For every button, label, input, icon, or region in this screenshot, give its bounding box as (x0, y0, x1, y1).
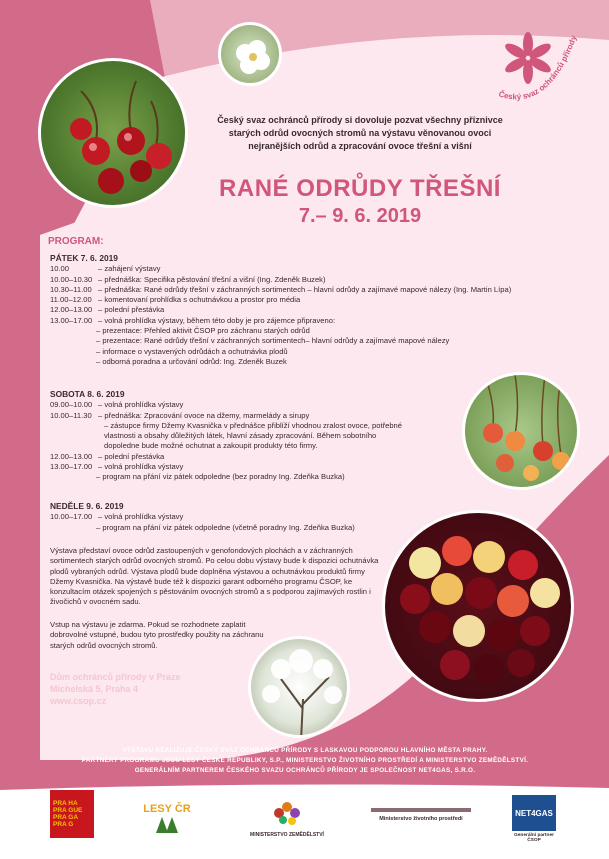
csop-logo (488, 18, 588, 118)
flower-logo-icon (488, 18, 588, 118)
partner-logos (0, 780, 609, 859)
intro-text: Český svaz ochránců přírody si dovoluje pozvat všechny příznivce starých odrůd ovocných stromů na výstavu věnovanou ovoci nejranějších odrůd a zpracování ovoce třešní a višní (217, 115, 503, 151)
svg-text:Český svaz ochránců přírody: Český svaz ochránců přírody (497, 34, 579, 102)
leaf-tree-icon (270, 798, 304, 832)
schedule-row: 13.00–17.00 – volná prohlídka výstavy (50, 462, 184, 472)
schedule-row: 10.00–17.00 – volná prohlídka výstavy (50, 512, 184, 522)
sub-item: – odborná poradna a určování odrůd: Ing. Zdeněk Buzek (96, 356, 287, 366)
website-link[interactable]: www.csop.cz (50, 696, 107, 706)
venue-address (50, 671, 181, 707)
venue-street: Michelská 5, Praha 4 (50, 684, 139, 694)
schedule-row: 12.00–13.00 – polední přestávka (50, 305, 165, 315)
schedule-row: 10.00–10.30 – přednáška: Specifika pěstování třešní a višní (Ing. Zdeněk Buzek) (50, 274, 326, 284)
page-title: RANÉ ODRŮDY TŘEŠNÍ (219, 175, 501, 202)
lesy-cr-logo: LESY ČR (140, 796, 194, 840)
net4gas-logo: NET4GAS Generální partner ČSOP (510, 788, 558, 850)
cherries-photo-large (382, 510, 574, 702)
schedule-row: 11.00–12.00 – komentovaní prohlídka s ochutnávkou a prostor pro média (50, 295, 301, 305)
schedule-row: 12.00–13.00 – polední přestávka (50, 451, 165, 461)
cherries-photo-hanging (462, 372, 580, 490)
tree-icon (152, 815, 182, 833)
sub-paragraph: – zástupce firmy Džemy Kvasnička v přednášce přiblíží vhodnou zralost ovoce, potřebné vlastnosti a obsahy důležitých látek, hlavní zásady zpracování. Během sobotního dopoledne bude možné ochutnat a zakoupit produkty této firmy. (104, 420, 402, 451)
friday-block (50, 253, 511, 367)
description-text: Výstava představí ovoce odrůd zastoupených v genofondových plochách a v záchranných sortimentech starých odrůd ovocných stromů. Po celou dobu výstavy bude k dispozici ochutnávka plodů vybraných odrůd. Výstava plodů bude doplněna výstavou a ochutnávkou produktů firmy Džemy Kvasnička. Na výstavě bude též k dispozici garant odborného programu ČSOP, ke konzultacím otázek spojených s pěstováním ovocných stromů a s podporou zajímavých rostlin i živočichů v ovocném sadu. (50, 546, 379, 607)
event-date: 7.– 9. 6. 2019 (298, 205, 422, 227)
mzp-logo: Ministerstvo životního prostředí (366, 800, 476, 830)
sub-item: – informace o vystavených odrůdách a ochutnávka plodů (96, 346, 288, 356)
saturday-block (50, 389, 404, 483)
sub-item: – prezentace: Rané odrůdy třešní v záchranných sortimentech– hlavní odrůdy a zajímavé mapové nálezy (96, 336, 450, 346)
day-title: NEDĚLE 9. 6. 2019 (50, 501, 124, 511)
mze-logo: MINISTERSTVO ZEMĚDĚLSTVÍ (232, 790, 342, 846)
schedule-row: 10.00–11.30 – přednáška: Zpracování ovoce na džemy, marmelády a sirupy (50, 410, 310, 420)
sub-item: – program na přání viz pátek odpoledne (bez poradny Ing. Zdeňka Buzka) (96, 472, 345, 482)
schedule-row: 09.00–10.00 – volná prohlídka výstavy (50, 400, 184, 410)
blossom-tree-photo (248, 636, 350, 738)
day-title: SOBOTA 8. 6. 2019 (50, 389, 125, 399)
schedule-row: 13.00–17.00 – volná prohlídka výstavy, během této doby je pro zájemce připraveno: (50, 315, 336, 325)
praha-logo: PRA HA PRA GUE PRA GA PRA G (50, 790, 94, 838)
schedule-row: 10.30–11.00 – přednáška: Rané odrůdy třešní v záchranných sortimentech – hlavní odrůdy a zajímavé mapové nálezy (Ing. Martin Lípa) (50, 284, 512, 294)
footer-credits: VÝSTAVU REALIZUJE ČESKÝ SVAZ OCHRÁNCŮ PŘÍRODY S LASKAVOU PODPOROU HLAVNÍHO MĚSTA PRAHY. PARTNERY PROGRAMU JSOU LESY ČESKÉ REPUBLIKY, S.P., MINISTERSTVO ŽIVOTNÍHO PROSTŘEDÍ A MINISTERSTVO ZEMĚDĚLSTVÍ. GENERÁLNÍM PARTNEREM ČESKÉHO SVAZU OCHRÁNCŮ PŘÍRODY JE SPOLEČNOST NET4GAS, S.R.O. (81, 747, 529, 774)
sub-item: – prezentace: Přehled aktivit ČSOP pro záchranu starých odrůd (96, 326, 310, 336)
schedule-row: 10.00 – zahájení výstavy (50, 264, 161, 274)
blossom-photo (218, 22, 282, 86)
venue-name: Dům ochránců přírody v Praze (50, 672, 181, 682)
program-heading: PROGRAM: (48, 236, 104, 247)
sub-item: – program na přání viz pátek odpoledne (včetně poradny Ing. Zdeňka Buzka) (96, 522, 355, 532)
sunday-block (50, 501, 355, 533)
day-title: PÁTEK 7. 6. 2019 (50, 253, 118, 263)
admission-text: Vstup na výstavu je zdarma. Pokud se rozhodnete zaplatit dobrovolné vstupné, budou tyto prostředky použity na záchranu starých odrůd ovocných stromů. (50, 620, 264, 650)
mzp-bar (371, 808, 471, 812)
cherries-photo-top (38, 58, 188, 208)
